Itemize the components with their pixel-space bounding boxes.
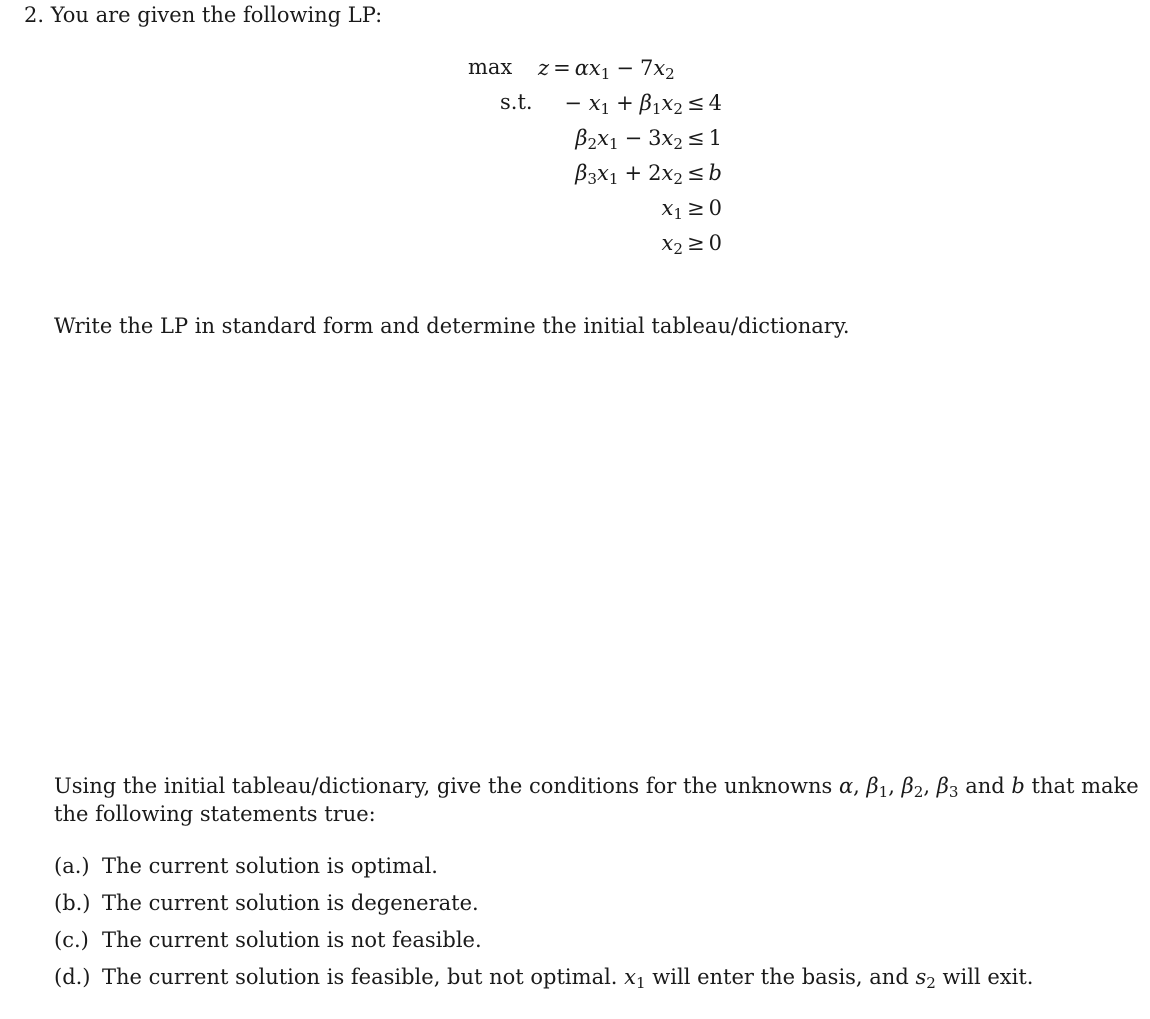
part-a-text: The current solution is optimal.	[102, 854, 438, 878]
part-b	[54, 891, 479, 915]
problem-header: 2. You are given the following LP:	[24, 3, 383, 27]
part-a	[54, 854, 438, 878]
lp-constraint-2: $\beta_2x_1 - 3x_2 \le 1$	[575, 126, 722, 154]
lp-constraint-1: − $x_1 + \beta_1x_2 \le 4$	[564, 91, 722, 119]
instruction-standard-form: Write the LP in standard form and determine the initial tableau/dictionary.	[54, 314, 850, 338]
part-c-text: The current solution is not feasible.	[102, 928, 482, 952]
part-c-label: (c.)	[54, 928, 89, 952]
lp-constraint-nonneg-2: $x_2 \ge 0$	[661, 231, 722, 259]
part-b-label: (b.)	[54, 891, 91, 915]
lp-max-label: max	[468, 55, 513, 79]
part-c	[54, 928, 482, 952]
part-b-text: The current solution is degenerate.	[102, 891, 479, 915]
part-d-text: The current solution is feasible, but not optimal. $x_1$ will enter the basis, and $s_2$ will exit.	[102, 965, 1034, 993]
part-a-label: (a.)	[54, 854, 90, 878]
lp-objective: $z = \alpha x_1 - 7x_2$	[538, 56, 675, 84]
part-d	[54, 965, 1034, 993]
instruction-conditions: Using the initial tableau/dictionary, give the conditions for the unknowns α, $\beta_1$, $\beta_2$, $\beta_3$ and b that make the following statements true:	[54, 774, 1139, 826]
lp-st-label: s.t.	[500, 90, 533, 114]
lp-constraint-nonneg-1: $x_1 \ge 0$	[661, 196, 722, 224]
part-d-label: (d.)	[54, 965, 91, 989]
lp-constraint-3: $\beta_3x_1 + 2x_2 \le b$	[575, 161, 722, 189]
